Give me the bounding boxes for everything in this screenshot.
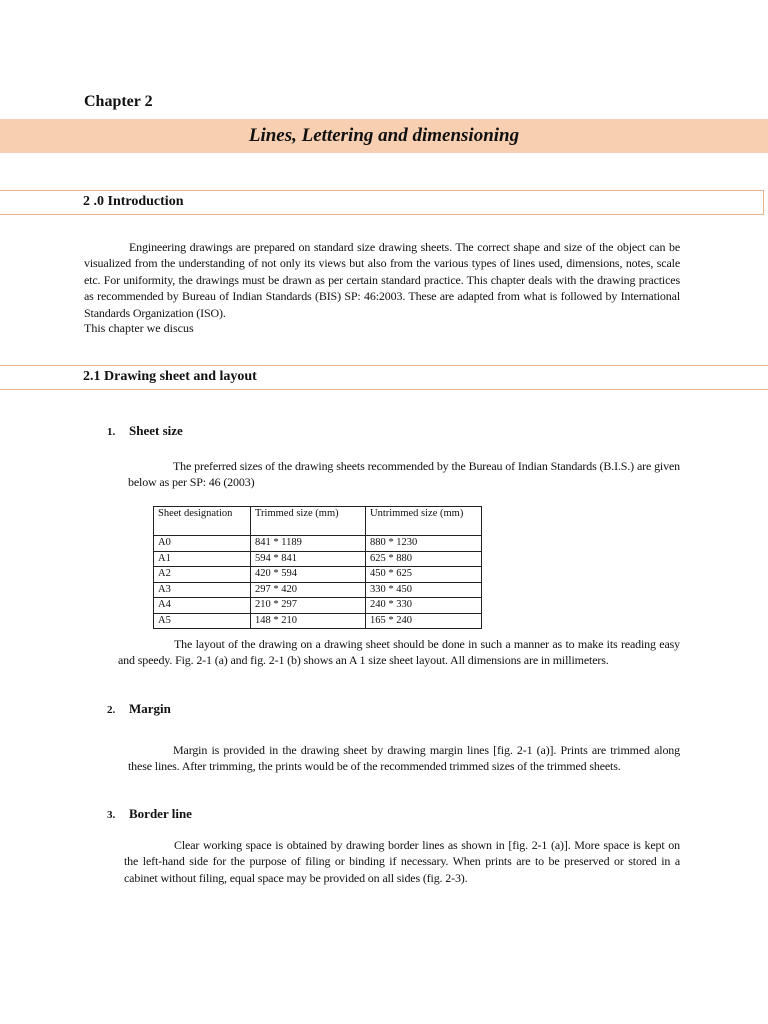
intro-paragraph-text: Engineering drawings are prepared on standard size drawing sheets. The correct shape and size of the object can be visualized from the understanding of not only its views but also from the various types of lines used, dimensions, notes, scale etc. For uniformity, the drawings must be drawn as per certain standard practice. This chapter deals with the drawing practices as recommended by Bureau of Indian Standards (BIS) SP: 46:2003. These are adapted from what is followed by International Standards Organization (ISO).	[84, 240, 680, 320]
table-cell: A3	[154, 582, 251, 598]
table-header-cell: Trimmed size (mm)	[251, 507, 366, 536]
table-header-cell: Untrimmed size (mm)	[366, 507, 482, 536]
chapter-title: Lines, Lettering and dimensioning	[248, 125, 520, 146]
table-row	[154, 582, 482, 598]
subheading-border-line	[107, 806, 192, 822]
border-line-paragraph-text: Clear working space is obtained by drawing border lines as shown in [fig. 2-1 (a)]. More space is kept on the left-hand side for the purpose of filing or binding if necessary. When prints are to be preserved or stored in a cabinet without filing, equal space may be provided on all sides (fig. 2-3).	[124, 838, 680, 885]
table-cell: A2	[154, 567, 251, 583]
margin-paragraph	[128, 742, 680, 775]
subheading-number: 1.	[107, 426, 116, 438]
section-heading-box-sheet-layout	[0, 365, 768, 390]
table-row	[154, 567, 482, 583]
table-cell: A0	[154, 536, 251, 552]
chapter-title-banner	[0, 119, 768, 153]
subheading-number: 2.	[107, 704, 116, 716]
chapter-label: Chapter 2	[84, 93, 153, 110]
margin-paragraph-text: Margin is provided in the drawing sheet by drawing margin lines [fig. 2-1 (a)]. Prints are trimmed along these lines. After trimming, the prints would be of the recommended trimmed sizes of the trimmed sheets.	[128, 743, 680, 774]
table-cell: 330 * 450	[366, 582, 482, 598]
sheet-size-paragraph	[128, 458, 680, 491]
sheet-size-table	[153, 506, 482, 629]
subheading-margin	[107, 701, 171, 717]
intro-extra-line: This chapter we discus	[84, 321, 194, 335]
table-cell: 148 * 210	[251, 613, 366, 629]
layout-paragraph-text: The layout of the drawing on a drawing sheet should be done in such a manner as to make its reading easy and speedy. Fig. 2-1 (a) and fig. 2-1 (b) shows an A 1 size sheet layout. All dimensions are in millimeters.	[118, 637, 680, 668]
table-cell: 297 * 420	[251, 582, 366, 598]
table-cell: A4	[154, 598, 251, 614]
subheading-sheet-size	[107, 423, 183, 439]
table-row	[154, 598, 482, 614]
table-cell: 240 * 330	[366, 598, 482, 614]
table-cell: A5	[154, 613, 251, 629]
section-heading-box-intro	[0, 190, 764, 215]
table-cell: 165 * 240	[366, 613, 482, 629]
table-cell: A1	[154, 551, 251, 567]
layout-paragraph	[118, 636, 680, 669]
table-cell: 420 * 594	[251, 567, 366, 583]
table-cell: 841 * 1189	[251, 536, 366, 552]
table-header-cell: Sheet designation	[154, 507, 251, 536]
subheading-number: 3.	[107, 809, 116, 821]
table-cell: 594 * 841	[251, 551, 366, 567]
table-row	[154, 551, 482, 567]
border-line-paragraph	[124, 837, 680, 886]
subheading-title: Margin	[129, 701, 171, 716]
table-cell: 625 * 880	[366, 551, 482, 567]
table-cell: 450 * 625	[366, 567, 482, 583]
subheading-title: Sheet size	[129, 423, 183, 438]
table-row	[154, 536, 482, 552]
section-heading-intro: 2 .0 Introduction	[83, 194, 184, 209]
sheet-size-paragraph-text: The preferred sizes of the drawing sheets recommended by the Bureau of Indian Standards (B.I.S.) are given below as per SP: 46 (2003)	[128, 459, 680, 490]
table-row	[154, 613, 482, 629]
table-header-row	[154, 507, 482, 536]
table-cell: 210 * 297	[251, 598, 366, 614]
subheading-title: Border line	[129, 806, 192, 821]
section-heading-sheet-layout: 2.1 Drawing sheet and layout	[83, 369, 257, 384]
intro-paragraph	[84, 239, 680, 321]
table-cell: 880 * 1230	[366, 536, 482, 552]
